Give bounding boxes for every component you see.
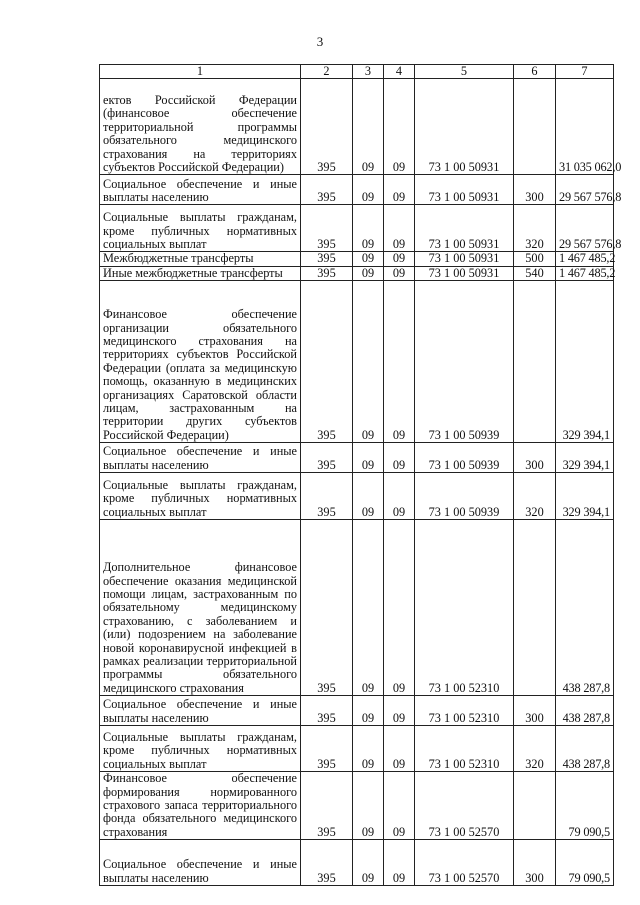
row-section: 09 — [353, 473, 384, 520]
row-expense-type: 300 — [514, 443, 556, 473]
row-expense-type: 500 — [514, 252, 556, 266]
budget-table — [99, 64, 622, 886]
row-name: Финансовое обеспечение организации обязательного медицинского страхования на территориях субъектов Российской Федерации (оплата за медицинскую помощь, оказанную в медицинских организациях Саратовской области лицам, застрахованным на территории других субъектов Российской Федерации) — [100, 281, 301, 443]
row-amount: 438 287,8 — [556, 696, 614, 726]
row-target-code: 73 1 00 52570 — [415, 772, 514, 840]
table-row — [100, 252, 614, 266]
row-expense-type: 540 — [514, 266, 556, 280]
row-section: 09 — [353, 772, 384, 840]
table-row — [100, 726, 614, 772]
row-name: Социальное обеспечение и иные выплаты населению — [100, 443, 301, 473]
table-row — [100, 79, 614, 175]
row-subsection: 09 — [384, 696, 415, 726]
row-name: Социальное обеспечение и иные выплаты населению — [100, 840, 301, 886]
row-name: Социальные выплаты гражданам, кроме публичных нормативных социальных выплат — [100, 205, 301, 252]
row-admin-code: 395 — [301, 281, 353, 443]
row-amount: 329 394,1 — [556, 443, 614, 473]
row-name: Социальные выплаты гражданам, кроме публичных нормативных социальных выплат — [100, 726, 301, 772]
row-target-code: 73 1 00 50939 — [415, 281, 514, 443]
row-section: 09 — [353, 840, 384, 886]
row-name: Финансовое обеспечение формирования нормированного страхового запаса территориального фонда обязательного медицинского страхования — [100, 772, 301, 840]
row-name: Социальное обеспечение и иные выплаты населению — [100, 696, 301, 726]
row-section: 09 — [353, 266, 384, 280]
row-name: Социальное обеспечение и иные выплаты населению — [100, 175, 301, 205]
row-admin-code: 395 — [301, 473, 353, 520]
row-amount: 79 090,5 — [556, 772, 614, 840]
row-subsection: 09 — [384, 205, 415, 252]
table-row — [100, 205, 614, 252]
row-target-code: 73 1 00 50931 — [415, 252, 514, 266]
row-amount: 79 090,5 — [556, 840, 614, 886]
row-section: 09 — [353, 443, 384, 473]
column-header: 7 — [556, 65, 614, 79]
column-header: 6 — [514, 65, 556, 79]
table-row — [100, 175, 614, 205]
row-subsection: 09 — [384, 443, 415, 473]
row-admin-code: 395 — [301, 696, 353, 726]
column-header: 2 — [301, 65, 353, 79]
row-expense-type: 300 — [514, 840, 556, 886]
row-target-code: 73 1 00 50931 — [415, 205, 514, 252]
row-subsection: 09 — [384, 281, 415, 443]
row-subsection: 09 — [384, 79, 415, 175]
row-admin-code: 395 — [301, 175, 353, 205]
row-target-code: 73 1 00 50931 — [415, 79, 514, 175]
table-row — [100, 266, 614, 280]
row-expense-type: 300 — [514, 696, 556, 726]
row-section: 09 — [353, 205, 384, 252]
row-subsection: 09 — [384, 175, 415, 205]
row-admin-code: 395 — [301, 266, 353, 280]
row-section: 09 — [353, 520, 384, 696]
table-row — [100, 840, 614, 886]
table-header-row — [100, 65, 614, 79]
row-subsection: 09 — [384, 520, 415, 696]
row-name: ектов Российской Федерации (финансовое обеспечение территориальной программы обязательного медицинского страхования на территориях субъектов Российской Федерации) — [100, 79, 301, 175]
row-admin-code: 395 — [301, 772, 353, 840]
table-row — [100, 473, 614, 520]
row-section: 09 — [353, 252, 384, 266]
row-expense-type — [514, 281, 556, 443]
row-expense-type: 320 — [514, 205, 556, 252]
row-target-code: 73 1 00 52310 — [415, 520, 514, 696]
row-expense-type — [514, 772, 556, 840]
row-amount: 29 567 576,8 — [556, 205, 614, 252]
row-admin-code: 395 — [301, 726, 353, 772]
row-subsection: 09 — [384, 726, 415, 772]
row-expense-type: 320 — [514, 473, 556, 520]
column-header: 5 — [415, 65, 514, 79]
row-target-code: 73 1 00 50939 — [415, 473, 514, 520]
row-amount: 29 567 576,8 — [556, 175, 614, 205]
row-subsection: 09 — [384, 473, 415, 520]
row-section: 09 — [353, 79, 384, 175]
column-header: 3 — [353, 65, 384, 79]
row-target-code: 73 1 00 52310 — [415, 696, 514, 726]
row-admin-code: 395 — [301, 79, 353, 175]
column-header: 1 — [100, 65, 301, 79]
row-name: Иные межбюджетные трансферты — [100, 266, 301, 280]
page-number: 3 — [316, 34, 324, 49]
row-name: Дополнительное финансовое обеспечение оказания медицинской помощи лицам, застрахованным по обязательному медицинскому страхованию, с заболеванием и (или) подозрением на заболевание новой коронавирусной инфекцией в рамках реализации территориальной программы обязательного медицинского страхования — [100, 520, 301, 696]
row-amount: 329 394,1 — [556, 473, 614, 520]
row-amount: 1 467 485,2 — [556, 252, 614, 266]
row-section: 09 — [353, 175, 384, 205]
row-subsection: 09 — [384, 772, 415, 840]
row-name: Социальные выплаты гражданам, кроме публичных нормативных социальных выплат — [100, 473, 301, 520]
row-expense-type: 300 — [514, 175, 556, 205]
row-admin-code: 395 — [301, 520, 353, 696]
row-amount: 329 394,1 — [556, 281, 614, 443]
row-subsection: 09 — [384, 252, 415, 266]
row-name: Межбюджетные трансферты — [100, 252, 301, 266]
row-admin-code: 395 — [301, 443, 353, 473]
row-section: 09 — [353, 696, 384, 726]
row-section: 09 — [353, 726, 384, 772]
row-expense-type — [514, 520, 556, 696]
row-target-code: 73 1 00 50939 — [415, 443, 514, 473]
row-admin-code: 395 — [301, 840, 353, 886]
row-section: 09 — [353, 281, 384, 443]
row-admin-code: 395 — [301, 205, 353, 252]
table-row — [100, 520, 614, 696]
row-target-code: 73 1 00 50931 — [415, 175, 514, 205]
table-row — [100, 443, 614, 473]
table-row — [100, 772, 614, 840]
column-header: 4 — [384, 65, 415, 79]
row-expense-type: 320 — [514, 726, 556, 772]
row-target-code: 73 1 00 52310 — [415, 726, 514, 772]
row-admin-code: 395 — [301, 252, 353, 266]
row-subsection: 09 — [384, 840, 415, 886]
row-amount: 31 035 062,0 — [556, 79, 614, 175]
row-subsection: 09 — [384, 266, 415, 280]
table-row — [100, 281, 614, 443]
row-amount: 438 287,8 — [556, 726, 614, 772]
table-row — [100, 696, 614, 726]
row-amount: 438 287,8 — [556, 520, 614, 696]
row-target-code: 73 1 00 52570 — [415, 840, 514, 886]
row-amount: 1 467 485,2 — [556, 266, 614, 280]
row-expense-type — [514, 79, 556, 175]
row-target-code: 73 1 00 50931 — [415, 266, 514, 280]
